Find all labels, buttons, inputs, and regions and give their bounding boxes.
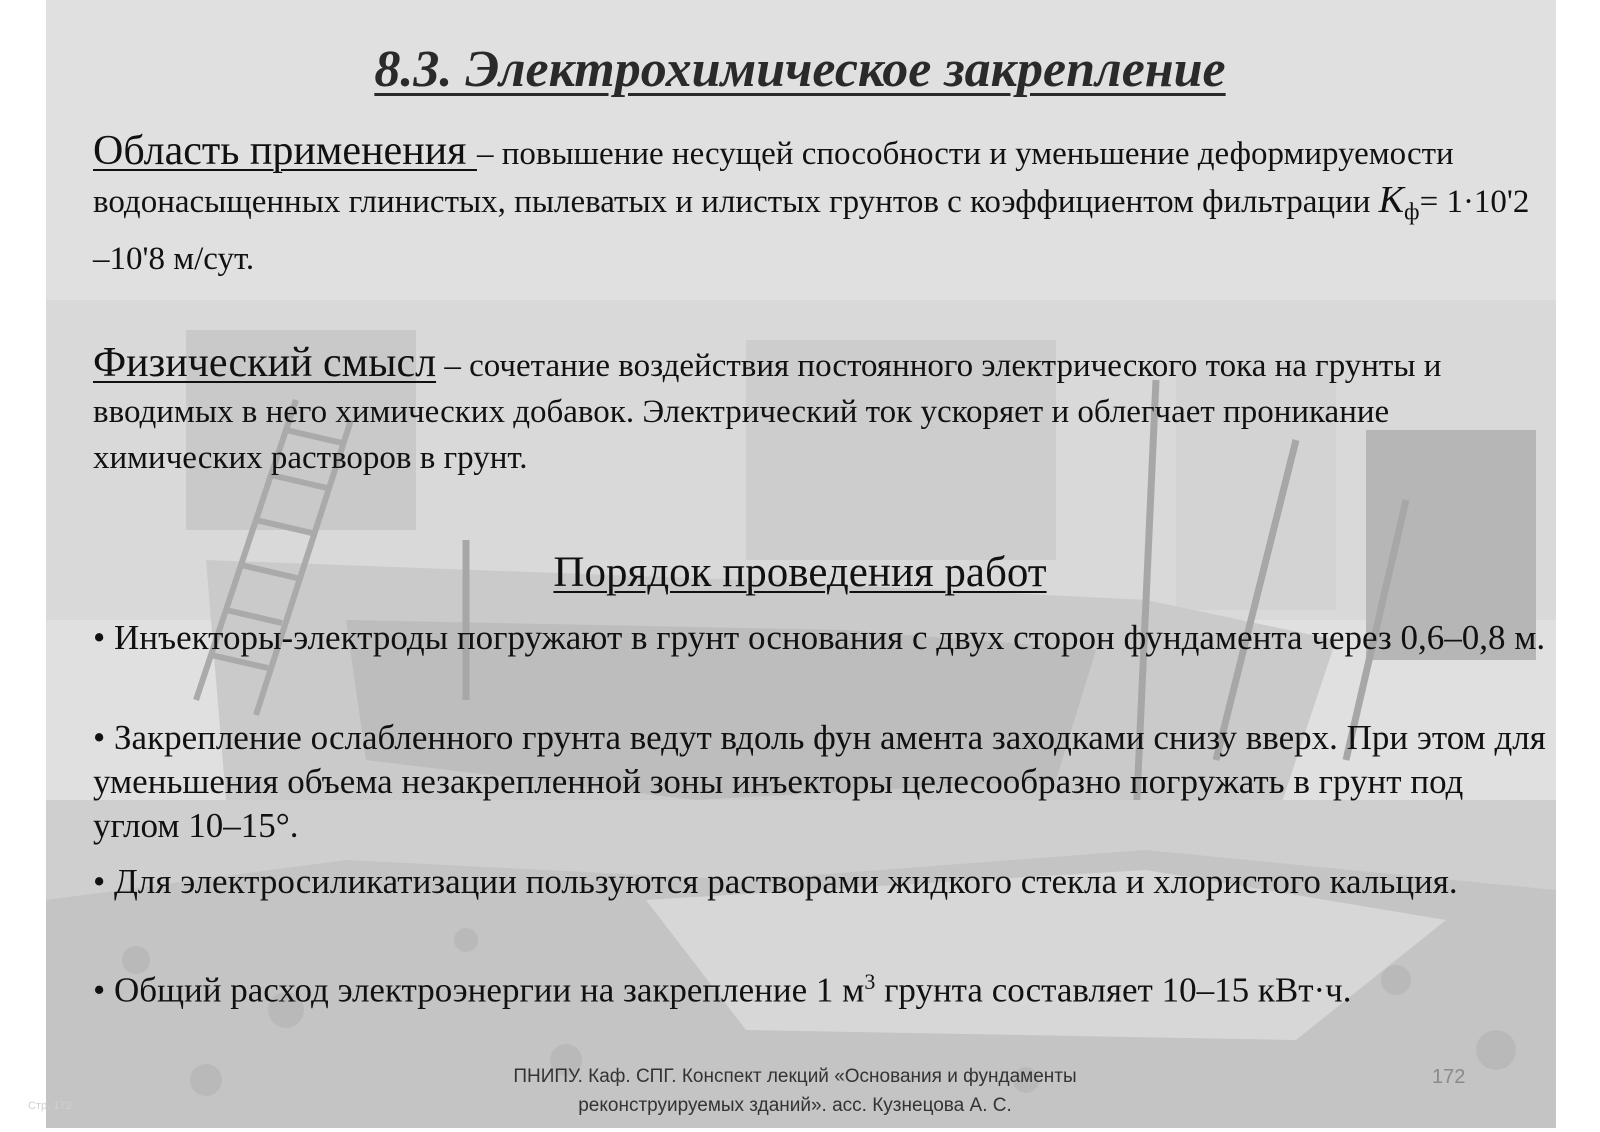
filtration-value: = 1·10'2 –10'8 м/сут. <box>93 184 1530 277</box>
application-text: – повышение несущей способности и уменьшение деформируемости водонасыщенных глинистых, пылеватых и илистых грунтов с коэффициентом фильтрации <box>93 136 1454 220</box>
page-number: 172 <box>1432 1066 1466 1088</box>
application-heading: Область применения <box>93 128 477 174</box>
physical-meaning-heading: Физический смысл <box>93 340 437 386</box>
application-paragraph <box>93 128 1553 282</box>
cubic-superscript: 3 <box>864 969 876 994</box>
physical-meaning-paragraph <box>93 340 1553 481</box>
filtration-symbol: K <box>1378 179 1405 221</box>
procedure-heading: Порядок проведения работ <box>553 549 1047 596</box>
slide-title: 8.3. Электрохимическое закрепление <box>374 41 1226 98</box>
bullet-item: • Общий расход электроэнергии на закрепление 1 $м^3$ грунта составляет 10–15 кВт·ч. <box>93 969 1352 1010</box>
bullet-item: • Закрепление ослабленного грунта ведут вдоль фун амента заходками снизу вверх. При этом для уменьшения объема незакрепленной зоны инъекторы целесообразно погружать в грунт под углом 10–15°. <box>93 718 1546 845</box>
footer-line: реконструируемых зданий». асс. Кузнецова А. С. <box>578 1095 1012 1116</box>
slide-footer <box>400 1062 1190 1120</box>
side-page-mark: Стр. 172 <box>28 1100 72 1112</box>
filtration-subscript: ф <box>1404 199 1420 226</box>
bullet-item: • Инъекторы-электроды погружают в грунт основания с двух сторон фундамента через 0,6–0,8 м. <box>93 618 1546 657</box>
bullet-item: • Для электросиликатизации пользуются растворами жидкого стекла и хлористого кальция. <box>93 862 1458 901</box>
physical-meaning-text: – сочетание воздействия постоянного электрического тока на грунты и вводимых в него химических добавок. Электрический ток ускоряет и облегчает проникание химических растворов в грунт. <box>93 348 1442 476</box>
footer-line: ПНИПУ. Каф. СПГ. Конспект лекций «Основания и фундаменты <box>513 1066 1077 1087</box>
